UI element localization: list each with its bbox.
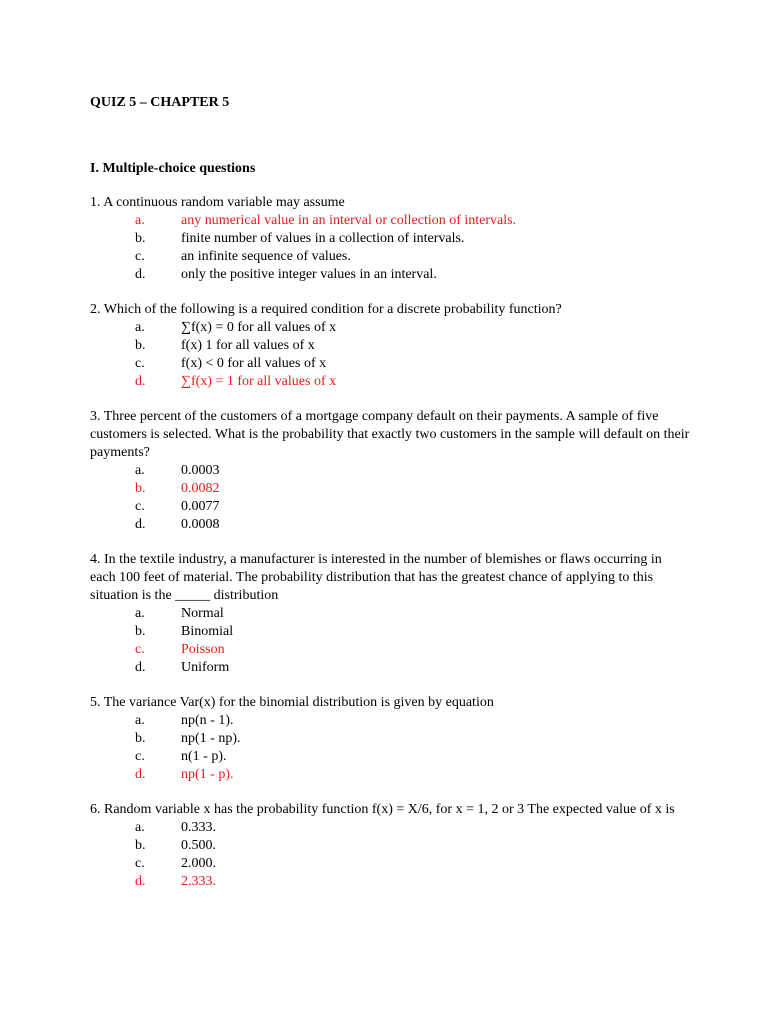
option-text: only the positive integer values in an interval.: [181, 267, 437, 282]
question-text: 5. The variance Var(x) for the binomial distribution is given by equation: [90, 695, 494, 710]
option-b: [90, 837, 690, 855]
option-c: [90, 641, 690, 659]
option-a: [90, 212, 690, 230]
option-c: [90, 855, 690, 873]
option-b: [90, 230, 690, 248]
option-text: finite number of values in a collection of intervals.: [181, 231, 465, 246]
question-text: 4. In the textile industry, a manufacturer is interested in the number of blemishes or flaws occurring in each 100 feet of material. The probability distribution that has the greatest chance of applying to this situation is the _____ distribution: [90, 552, 662, 603]
option-text: n(1 - p).: [181, 749, 227, 764]
option-d: [90, 873, 690, 891]
option-text: f(x) < 0 for all values of x: [181, 356, 327, 371]
option-letter: a.: [135, 213, 145, 228]
option-text: np(n - 1).: [181, 713, 234, 728]
option-letter: c.: [135, 356, 145, 371]
option-letter: d.: [135, 517, 146, 532]
option-text: 0.0077: [181, 499, 220, 514]
option-letter: b.: [135, 338, 146, 353]
option-a: [90, 319, 690, 337]
option-text: Binomial: [181, 624, 234, 639]
option-b: [90, 480, 690, 498]
option-letter: d.: [135, 767, 146, 782]
option-d: [90, 766, 690, 784]
option-a: [90, 462, 690, 480]
option-text: 0.333.: [181, 820, 216, 835]
option-d: [90, 373, 690, 391]
option-letter: d.: [135, 374, 146, 389]
option-text: an infinite sequence of values.: [181, 249, 351, 264]
option-c: [90, 748, 690, 766]
option-text: 2.333.: [181, 874, 216, 889]
question-1: [90, 194, 690, 284]
option-letter: d.: [135, 874, 146, 889]
option-text: 0.0003: [181, 463, 220, 478]
question-5: [90, 694, 690, 784]
option-letter: a.: [135, 320, 145, 335]
option-letter: b.: [135, 231, 146, 246]
option-b: [90, 730, 690, 748]
option-text: np(1 - p).: [181, 767, 234, 782]
option-letter: b.: [135, 624, 146, 639]
option-a: [90, 819, 690, 837]
option-text: np(1 - np).: [181, 731, 241, 746]
question-text: 6. Random variable x has the probability function f(x) = X/6, for x = 1, 2 or 3 The expected value of x is: [90, 802, 675, 817]
option-c: [90, 248, 690, 266]
question-text: 2. Which of the following is a required condition for a discrete probability function?: [90, 302, 562, 317]
option-letter: a.: [135, 713, 145, 728]
question-text: 1. A continuous random variable may assume: [90, 195, 345, 210]
option-text: ∑f(x) = 0 for all values of x: [181, 320, 337, 335]
section-title: I. Multiple-choice questions: [90, 161, 256, 176]
option-text: Poisson: [181, 642, 225, 657]
option-letter: c.: [135, 499, 145, 514]
option-letter: c.: [135, 856, 145, 871]
option-text: Normal: [181, 606, 224, 621]
option-letter: b.: [135, 481, 146, 496]
option-c: [90, 498, 690, 516]
option-a: [90, 712, 690, 730]
option-letter: b.: [135, 838, 146, 853]
option-letter: c.: [135, 749, 145, 764]
page-title: QUIZ 5 – CHAPTER 5: [90, 95, 230, 110]
option-letter: c.: [135, 642, 145, 657]
option-text: ∑f(x) = 1 for all values of x: [181, 374, 337, 389]
option-text: 0.0008: [181, 517, 220, 532]
option-d: [90, 659, 690, 677]
option-text: 2.000.: [181, 856, 216, 871]
question-text: 3. Three percent of the customers of a mortgage company default on their payments. A sample of five customers is selected. What is the probability that exactly two customers in the sample will default on their payments?: [90, 409, 690, 460]
option-letter: a.: [135, 820, 145, 835]
option-letter: d.: [135, 660, 146, 675]
option-c: [90, 355, 690, 373]
option-a: [90, 605, 690, 623]
option-b: [90, 623, 690, 641]
option-d: [90, 266, 690, 284]
question-3: [90, 408, 690, 534]
option-text: 0.500.: [181, 838, 216, 853]
question-4: [90, 551, 690, 677]
option-letter: b.: [135, 731, 146, 746]
option-text: f(x) 1 for all values of x: [181, 338, 315, 353]
question-list: [90, 194, 690, 908]
question-2: [90, 301, 690, 391]
option-text: 0.0082: [181, 481, 220, 496]
option-text: any numerical value in an interval or collection of intervals.: [181, 213, 517, 228]
option-letter: a.: [135, 463, 145, 478]
question-6: [90, 801, 690, 891]
option-letter: d.: [135, 267, 146, 282]
option-text: Uniform: [181, 660, 230, 675]
option-d: [90, 516, 690, 534]
option-letter: c.: [135, 249, 145, 264]
option-letter: a.: [135, 606, 145, 621]
option-b: [90, 337, 690, 355]
